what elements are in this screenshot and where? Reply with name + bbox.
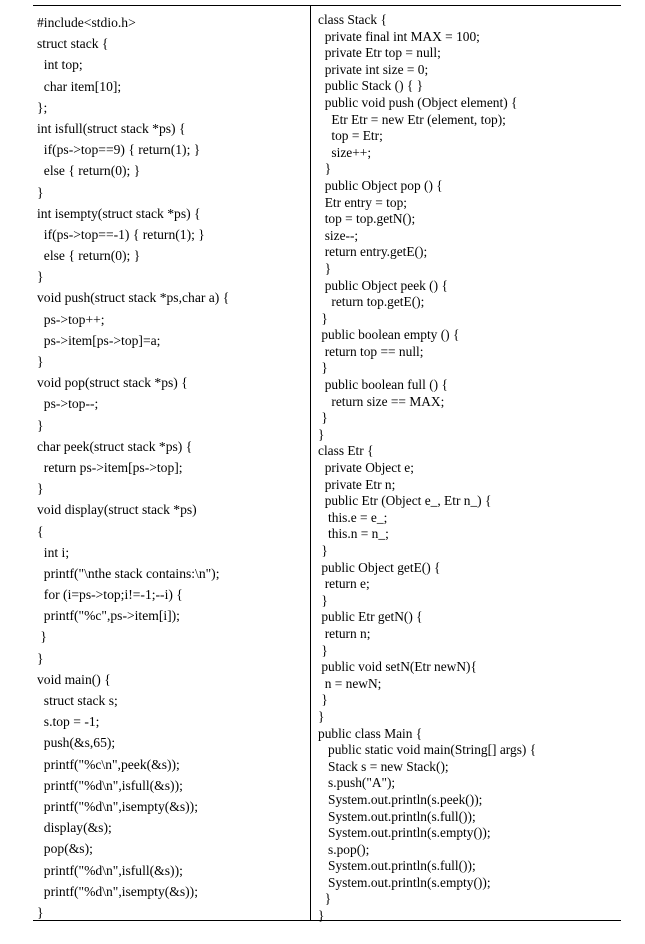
c-code-line: #include<stdio.h> bbox=[37, 15, 136, 30]
c-code-line: printf("%d\n",isempty(&s)); bbox=[37, 883, 198, 899]
c-code-line: } bbox=[37, 417, 44, 433]
c-code-line: printf("%d\n",isfull(&s)); bbox=[37, 777, 183, 793]
c-code-line: return ps->item[ps->top]; bbox=[37, 459, 183, 475]
java-code-line: } bbox=[318, 161, 332, 177]
java-code-line: return top == null; bbox=[318, 343, 424, 359]
java-code-line: s.push("A"); bbox=[318, 775, 396, 791]
c-code-line: } bbox=[37, 269, 44, 285]
java-code-line: this.e = e_; bbox=[318, 509, 388, 525]
java-code-line: public Object getE() { bbox=[318, 559, 441, 575]
java-code-line: System.out.println(s.empty()); bbox=[318, 874, 491, 890]
java-code-line: } bbox=[318, 642, 328, 658]
java-code-line: this.n = n_; bbox=[318, 526, 389, 542]
c-code-line: int isempty(struct stack *ps) { bbox=[37, 205, 201, 221]
c-code-line: } bbox=[37, 354, 44, 369]
java-code-line: top = Etr; bbox=[318, 128, 383, 144]
c-code-line: void push(struct stack *ps,char a) { bbox=[37, 290, 230, 306]
c-code-line: char peek(struct stack *ps) { bbox=[37, 438, 193, 454]
java-code-line: public boolean full () { bbox=[318, 377, 448, 393]
c-code-column bbox=[37, 12, 307, 923]
java-code-line: return e; bbox=[318, 576, 370, 592]
c-code-line: void pop(struct stack *ps) { bbox=[37, 375, 188, 391]
java-code-line: public static void main(String[] args) { bbox=[318, 742, 537, 758]
java-code-line: } bbox=[318, 908, 325, 924]
c-code-line: { bbox=[37, 523, 44, 539]
java-code-line: Etr entry = top; bbox=[318, 194, 407, 210]
java-code-line: private Etr top = null; bbox=[318, 45, 441, 61]
java-code-line: n = newN; bbox=[318, 675, 382, 691]
column-divider bbox=[310, 5, 311, 920]
java-code-line: private int size = 0; bbox=[318, 61, 429, 77]
c-code-line: for (i=ps->top;i!=-1;--i) { bbox=[37, 587, 183, 603]
c-code-line: void display(struct stack *ps) bbox=[37, 502, 197, 518]
java-code-line: return top.getE(); bbox=[318, 294, 425, 310]
java-code-line: size--; bbox=[318, 227, 359, 243]
java-code-line: public Stack () { } bbox=[318, 78, 424, 94]
java-code-line: } bbox=[318, 260, 332, 276]
c-code-line: else { return(0); } bbox=[37, 248, 141, 264]
java-code-line: } bbox=[318, 310, 328, 326]
java-code-line: size++; bbox=[318, 144, 372, 160]
c-code-line: pop(&s); bbox=[37, 841, 93, 857]
java-code-line: class Stack { bbox=[318, 12, 387, 27]
java-code-line: private Object e; bbox=[318, 460, 414, 476]
java-code-line: } bbox=[318, 692, 328, 708]
c-code-line: printf("\nthe stack contains:\n"); bbox=[37, 565, 220, 581]
c-code-line: printf("%c",ps->item[i]); bbox=[37, 608, 180, 624]
java-code-line: s.pop(); bbox=[318, 841, 370, 857]
java-code-line: System.out.println(s.peek()); bbox=[318, 791, 483, 807]
c-code-line: } bbox=[37, 904, 44, 920]
c-code-line: else { return(0); } bbox=[37, 163, 141, 179]
c-code-line: }; bbox=[37, 99, 48, 115]
c-code-line: display(&s); bbox=[37, 820, 112, 836]
java-code-line: public void push (Object element) { bbox=[318, 94, 518, 110]
java-code-line: public Etr (Object e_, Etr n_) { bbox=[318, 493, 492, 509]
c-code-line: printf("%c\n",peek(&s)); bbox=[37, 756, 180, 772]
java-code-line: public boolean empty () { bbox=[318, 327, 460, 343]
java-code-line: Etr Etr = new Etr (element, top); bbox=[318, 111, 506, 127]
java-code-line: public class Main { bbox=[318, 725, 423, 741]
java-code-line: return n; bbox=[318, 625, 371, 641]
java-code-line: } bbox=[318, 360, 328, 376]
java-code-line: class Etr { bbox=[318, 443, 374, 459]
c-code-line: printf("%d\n",isempty(&s)); bbox=[37, 798, 198, 814]
c-code-line: } bbox=[37, 184, 44, 200]
java-code-line: Stack s = new Stack(); bbox=[318, 758, 449, 774]
java-code-line: public Object pop () { bbox=[318, 177, 443, 193]
c-code-line: } bbox=[37, 650, 44, 666]
java-code-line: top = top.getN(); bbox=[318, 211, 416, 227]
c-code-line: void main() { bbox=[37, 671, 111, 687]
c-code-line: if(ps->top==-1) { return(1); } bbox=[37, 226, 205, 242]
java-code-line: return entry.getE(); bbox=[318, 244, 428, 260]
java-code-line: private final int MAX = 100; bbox=[318, 28, 480, 44]
c-code-line: int top; bbox=[37, 57, 83, 73]
c-code-line: int isfull(struct stack *ps) { bbox=[37, 120, 186, 136]
c-code-line: ps->top--; bbox=[37, 396, 99, 412]
java-code-line: } bbox=[318, 592, 328, 608]
java-code-line: public Object peek () { bbox=[318, 277, 448, 293]
c-code-line: char item[10]; bbox=[37, 78, 122, 94]
java-code-column bbox=[318, 12, 618, 925]
java-code-line: } bbox=[318, 426, 325, 442]
java-code-line: } bbox=[318, 410, 328, 426]
c-code-line: ps->top++; bbox=[37, 311, 105, 327]
java-code-line: } bbox=[318, 891, 332, 907]
java-code-line: System.out.println(s.full()); bbox=[318, 858, 476, 874]
c-code-line: int i; bbox=[37, 544, 70, 560]
java-code-line: System.out.println(s.empty()); bbox=[318, 825, 491, 841]
c-code-line: } bbox=[37, 481, 44, 497]
java-code-line: } bbox=[318, 708, 325, 724]
java-code-line: public Etr getN() { bbox=[318, 609, 423, 625]
c-code-line: struct stack s; bbox=[37, 693, 118, 708]
c-code-line: struct stack { bbox=[37, 36, 109, 52]
java-code-line: public void setN(Etr newN){ bbox=[318, 659, 477, 675]
java-code-line: System.out.println(s.full()); bbox=[318, 808, 476, 824]
c-code-line: printf("%d\n",isfull(&s)); bbox=[37, 862, 183, 878]
c-code-line: if(ps->top==9) { return(1); } bbox=[37, 142, 201, 158]
c-code-line: push(&s,65); bbox=[37, 735, 116, 751]
java-code-line: return size == MAX; bbox=[318, 393, 445, 409]
java-code-line: } bbox=[318, 543, 328, 558]
c-code-line: ps->item[ps->top]=a; bbox=[37, 332, 161, 348]
c-code-line: s.top = -1; bbox=[37, 714, 100, 730]
top-rule bbox=[33, 5, 621, 6]
java-code-line: private Etr n; bbox=[318, 476, 396, 492]
c-code-line: } bbox=[37, 629, 47, 645]
